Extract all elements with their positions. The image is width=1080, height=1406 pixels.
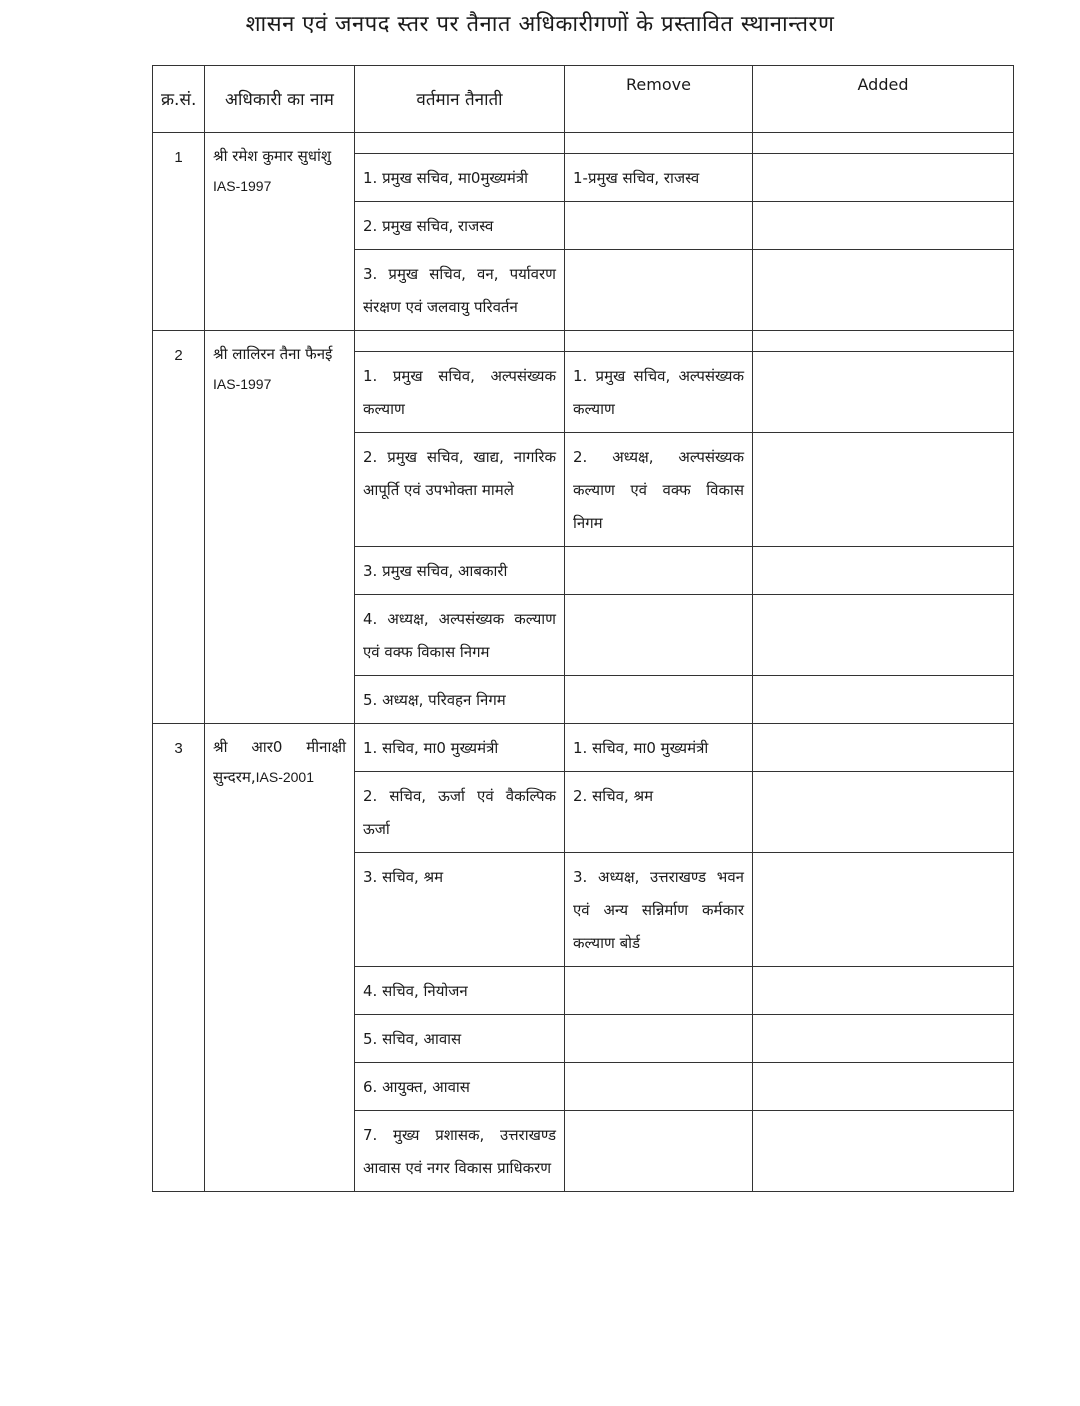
transfer-table xyxy=(152,65,1014,1192)
current-posting-cell: 5. सचिव, आवास xyxy=(355,1015,565,1063)
added-cell xyxy=(753,202,1014,250)
table-row xyxy=(153,331,1014,352)
added-cell xyxy=(753,1111,1014,1192)
empty-cell xyxy=(355,133,565,154)
added-cell xyxy=(753,250,1014,331)
current-posting-cell: 5. अध्यक्ष, परिवहन निगम xyxy=(355,676,565,724)
remove-cell xyxy=(565,547,753,595)
remove-cell: 3. अध्यक्ष, उत्तराखण्ड भवन एवं अन्य सन्निर्माण कर्मकार कल्याण बोर्ड xyxy=(565,853,753,967)
officer-service: IAS-2001 xyxy=(255,769,314,785)
added-cell xyxy=(753,433,1014,547)
current-posting-cell: 1. सचिव, मा0 मुख्यमंत्री xyxy=(355,724,565,772)
header-added: Added xyxy=(753,66,1014,133)
current-posting-cell: 4. सचिव, नियोजन xyxy=(355,967,565,1015)
remove-cell xyxy=(565,250,753,331)
added-cell xyxy=(753,547,1014,595)
empty-cell xyxy=(565,331,753,352)
remove-cell xyxy=(565,1015,753,1063)
added-cell xyxy=(753,724,1014,772)
table-row xyxy=(153,724,1014,772)
table-header-row xyxy=(153,66,1014,133)
current-posting-cell: 4. अध्यक्ष, अल्पसंख्यक कल्याण एवं वक्फ विकास निगम xyxy=(355,595,565,676)
serial-number: 1 xyxy=(153,133,205,331)
empty-cell xyxy=(355,331,565,352)
current-posting-cell: 3. सचिव, श्रम xyxy=(355,853,565,967)
added-cell xyxy=(753,967,1014,1015)
current-posting-cell: 2. प्रमुख सचिव, खाद्य, नागरिक आपूर्ति एवं उपभोक्ता मामले xyxy=(355,433,565,547)
added-cell xyxy=(753,1063,1014,1111)
current-posting-cell: 3. प्रमुख सचिव, वन, पर्यावरण संरक्षण एवं जलवायु परिवर्तन xyxy=(355,250,565,331)
officer-name: श्री लालिरन तैना फैनई xyxy=(213,345,333,363)
remove-cell xyxy=(565,676,753,724)
header-current-posting: वर्तमान तैनाती xyxy=(355,66,565,133)
serial-number: 3 xyxy=(153,724,205,1192)
header-remove: Remove xyxy=(565,66,753,133)
officer-service: IAS-1997 xyxy=(213,178,272,194)
table-row xyxy=(153,133,1014,154)
empty-cell xyxy=(565,133,753,154)
remove-cell: 2. सचिव, श्रम xyxy=(565,772,753,853)
serial-number: 2 xyxy=(153,331,205,724)
remove-cell xyxy=(565,1063,753,1111)
remove-cell: 1. प्रमुख सचिव, अल्पसंख्यक कल्याण xyxy=(565,352,753,433)
officer-cell xyxy=(205,724,355,1192)
current-posting-cell: 1. प्रमुख सचिव, मा0मुख्यमंत्री xyxy=(355,154,565,202)
header-officer-name: अधिकारी का नाम xyxy=(205,66,355,133)
remove-cell xyxy=(565,595,753,676)
current-posting-cell: 3. प्रमुख सचिव, आबकारी xyxy=(355,547,565,595)
added-cell xyxy=(753,352,1014,433)
remove-cell: 2. अध्यक्ष, अल्पसंख्यक कल्याण एवं वक्फ विकास निगम xyxy=(565,433,753,547)
added-cell xyxy=(753,676,1014,724)
officer-name: श्री रमेश कुमार सुधांशु xyxy=(213,147,332,165)
added-cell xyxy=(753,154,1014,202)
header-serial: क्र.सं. xyxy=(153,66,205,133)
added-cell xyxy=(753,1015,1014,1063)
officer-name: श्री आर0 मीनाक्षी सुन्दरम, xyxy=(213,738,346,786)
page-title: शासन एवं जनपद स्तर पर तैनात अधिकारीगणों के प्रस्तावित स्थानान्तरण xyxy=(245,12,835,37)
remove-cell xyxy=(565,967,753,1015)
current-posting-cell: 6. आयुक्त, आवास xyxy=(355,1063,565,1111)
officer-cell xyxy=(205,331,355,724)
added-cell xyxy=(753,595,1014,676)
added-cell xyxy=(753,772,1014,853)
remove-cell xyxy=(565,1111,753,1192)
added-cell xyxy=(753,853,1014,967)
current-posting-cell: 2. प्रमुख सचिव, राजस्व xyxy=(355,202,565,250)
current-posting-cell: 7. मुख्य प्रशासक, उत्तराखण्ड आवास एवं नगर विकास प्राधिकरण xyxy=(355,1111,565,1192)
current-posting-cell: 2. सचिव, ऊर्जा एवं वैकल्पिक ऊर्जा xyxy=(355,772,565,853)
officer-cell xyxy=(205,133,355,331)
remove-cell xyxy=(565,202,753,250)
officer-service: IAS-1997 xyxy=(213,376,272,392)
empty-cell xyxy=(753,133,1014,154)
remove-cell: 1. सचिव, मा0 मुख्यमंत्री xyxy=(565,724,753,772)
remove-cell: 1-प्रमुख सचिव, राजस्व xyxy=(565,154,753,202)
empty-cell xyxy=(753,331,1014,352)
current-posting-cell: 1. प्रमुख सचिव, अल्पसंख्यक कल्याण xyxy=(355,352,565,433)
